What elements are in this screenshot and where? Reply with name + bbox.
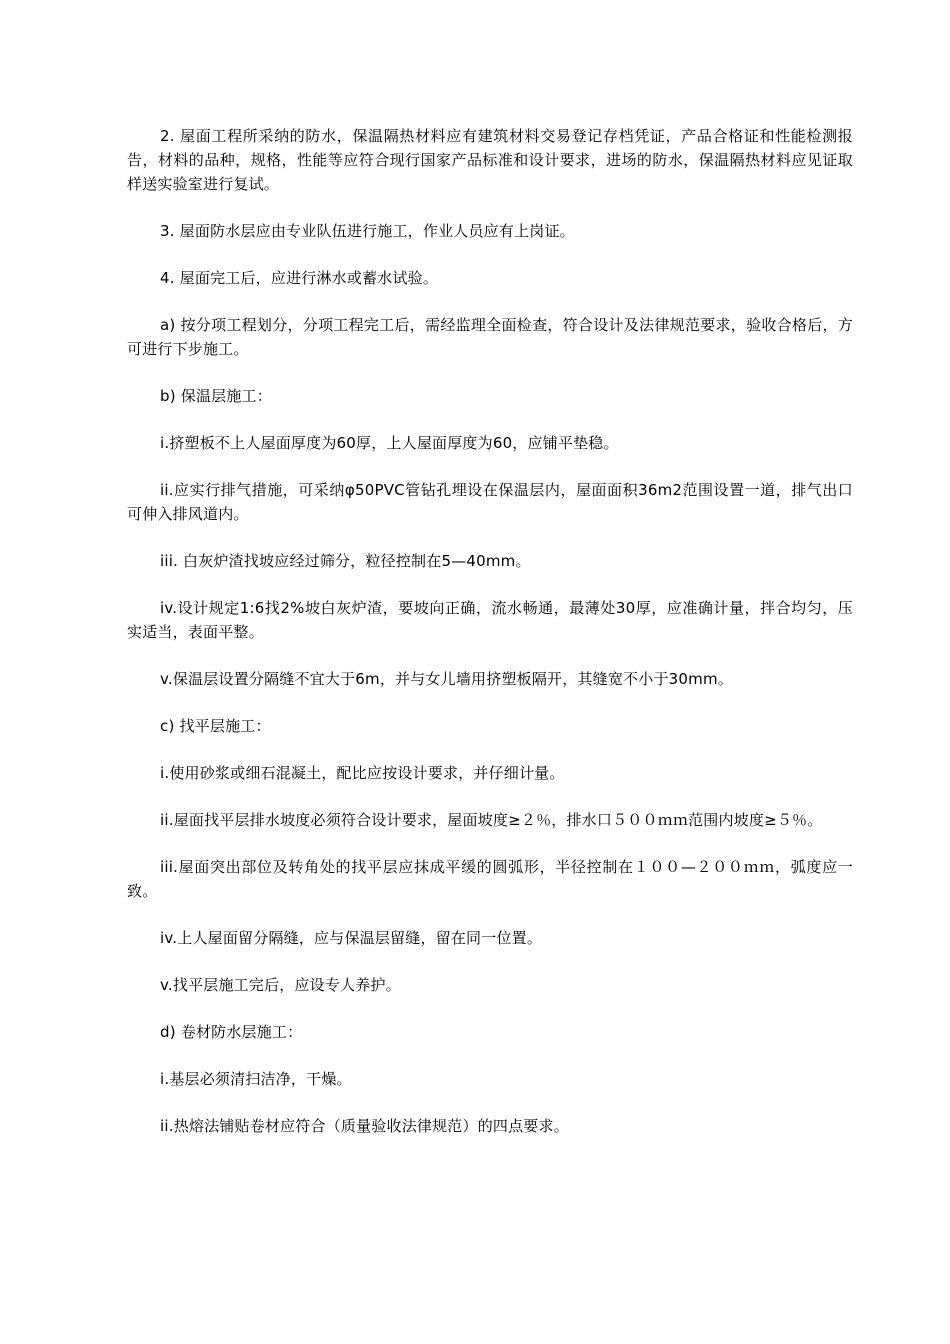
paragraph-c-ii: ii.屋面找平层排水坡度必须符合设计要求，屋面坡度≥２％，排水口５００ｍｍ范围内坡度≥５％。 — [160, 811, 823, 829]
paragraph-b-v: v.保温层设置分隔缝不宜大于6m，并与女儿墙用挤塑板隔开，其缝宽不小于30mm。 — [160, 670, 733, 688]
paragraph-d-i: i.基层必须清扫洁净，干燥。 — [160, 1070, 352, 1088]
paragraph-b-iv: iv.设计规定1:6找2%坡白灰炉渣，要坡向正确，流水畅通，最薄处30厚，应准确计量，拌合均匀，压实适当，表面平整。 — [127, 599, 853, 641]
section-heading-b: b) 保温层施工： — [160, 387, 272, 405]
paragraph-b-i: i.挤塑板不上人屋面厚度为60厚，上人屋面厚度为60，应铺平垫稳。 — [160, 434, 619, 452]
paragraph-item-3: 3. 屋面防水层应由专业队伍进行施工，作业人员应有上岗证。 — [160, 222, 575, 240]
paragraph-item-a: a) 按分项工程划分，分项工程完工后，需经监理全面检查，符合设计及法律规范要求，验收合格后，方可进行下步施工。 — [127, 316, 853, 358]
section-heading-c: c) 找平层施工： — [160, 717, 271, 735]
paragraph-item-2: 2. 屋面工程所采纳的防水，保温隔热材料应有建筑材料交易登记存档凭证，产品合格证和性能检测报告，材料的品种，规格，性能等应符合现行国家产品标准和设计要求，进场的防水，保温隔热材料应见证取样送实验室进行复试。 — [127, 127, 853, 193]
paragraph-item-4: 4. 屋面完工后，应进行淋水或蓄水试验。 — [160, 269, 439, 287]
paragraph-d-ii: ii.热熔法铺贴卷材应符合（质量验收法律规范）的四点要求。 — [160, 1117, 569, 1135]
paragraph-b-ii: ii.应实行排气措施，可采纳φ50PVC管钻孔埋设在保温层内，屋面面积36m2范围设置一道，排气出口可伸入排风道内。 — [127, 481, 853, 523]
section-heading-d: d) 卷材防水层施工： — [160, 1023, 303, 1041]
paragraph-c-i: i.使用砂浆或细石混凝土，配比应按设计要求，并仔细计量。 — [160, 764, 565, 782]
document-body — [127, 124, 853, 1161]
paragraph-b-iii: iii. 白灰炉渣找坡应经过筛分，粒径控制在5—40mm。 — [160, 552, 531, 570]
paragraph-c-v: v.找平层施工完后，应设专人养护。 — [160, 976, 401, 994]
paragraph-c-iii: iii.屋面突出部位及转角处的找平层应抹成平缓的圆弧形，半径控制在１００—２００ｍｍ，弧度应一致。 — [127, 858, 853, 900]
paragraph-c-iv: iv.上人屋面留分隔缝，应与保温层留缝，留在同一位置。 — [160, 929, 543, 947]
